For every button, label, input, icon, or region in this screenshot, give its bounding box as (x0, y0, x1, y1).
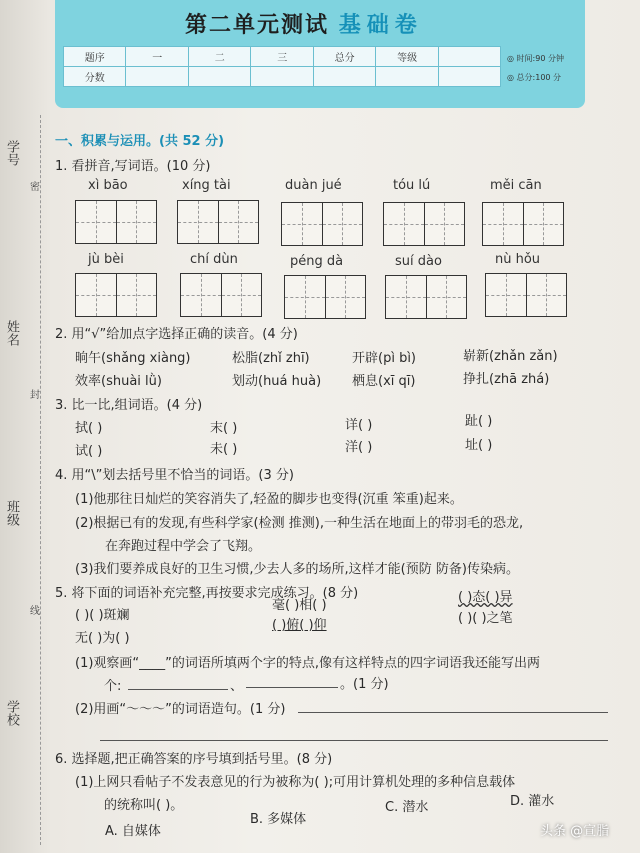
q6-text: 6. 选择题,把正确答案的序号填到括号里。(8 分) (55, 752, 333, 767)
answer-box[interactable] (75, 273, 157, 317)
margin-xuehao: 学号 (4, 140, 19, 166)
exam-title (185, 8, 423, 39)
margin-banji: 班级 (4, 500, 19, 526)
exam-time-text: 时间:90 分钟 (516, 54, 564, 63)
score-table (63, 46, 501, 87)
q2-item[interactable]: 崭新(zhǎn zǎn) (463, 349, 558, 364)
q5-answer-line[interactable] (128, 689, 228, 690)
q1-pinyin: suí dào (395, 254, 442, 269)
q5-word-wavy[interactable]: ( )态( )异 (458, 590, 513, 605)
q6-option-d[interactable]: D. 灌水 (510, 794, 555, 809)
score-row-label: 分数 (64, 67, 126, 87)
q4-text: 4. 用“\”划去括号里不恰当的词语。(3 分) (55, 468, 294, 483)
margin-xian: 线 (30, 606, 40, 617)
q5-text: 5. 将下面的词语补充完整,再按要求完成练习。(8 分) (55, 586, 359, 601)
q1-text: 1. 看拼音,写词语。(10 分) (55, 159, 211, 174)
q2-item[interactable]: 晌午(shǎng xiàng) (75, 351, 191, 366)
score-cell[interactable] (438, 67, 500, 87)
q2-item[interactable]: 挣扎(zhā zhá) (463, 372, 550, 387)
score-col-total: 总分 (313, 47, 375, 67)
q1-pinyin: tóu lú (393, 178, 431, 193)
answer-box[interactable] (383, 202, 465, 246)
title-sub: 基础卷 (338, 13, 423, 38)
q1-pinyin: duàn jué (285, 178, 342, 193)
q3-item[interactable]: 洋( ) (345, 440, 373, 455)
title-main: 第二单元测试 (185, 13, 330, 38)
q2-item[interactable]: 栖息(xī qī) (352, 374, 416, 389)
q3-item[interactable]: 拭( ) (75, 421, 103, 436)
score-col-3: 三 (251, 47, 313, 67)
answer-box[interactable] (485, 273, 567, 317)
score-col-grade: 等级 (376, 47, 438, 67)
q1-pinyin: xì bāo (88, 178, 128, 193)
q3-text: 3. 比一比,组词语。(4 分) (55, 398, 203, 413)
q3-item[interactable]: 址( ) (465, 438, 493, 453)
exam-score-text: 总分:100 分 (516, 73, 562, 82)
watermark: 头条 @宣脂 (540, 824, 610, 839)
q1-pinyin: nù hǒu (495, 252, 541, 267)
q5-word[interactable]: 毫( )相( ) (272, 598, 327, 613)
margin-xuexiao: 学校 (4, 700, 19, 726)
answer-box[interactable] (75, 200, 157, 244)
margin-xingming: 姓名 (4, 320, 19, 346)
score-cell[interactable] (251, 67, 313, 87)
margin-feng: 封 (30, 390, 40, 401)
score-col-tixu: 题序 (64, 47, 126, 67)
q1-pinyin: péng dà (290, 254, 344, 269)
q3-item[interactable]: 末( ) (210, 421, 238, 436)
q5-answer-line[interactable] (246, 687, 338, 688)
score-cell[interactable] (376, 67, 438, 87)
binding-line (40, 115, 41, 845)
q5-answer-line[interactable] (100, 740, 608, 741)
q6-option-b[interactable]: B. 多媒体 (250, 812, 307, 827)
q5-word[interactable]: ( )( )斑斓 (75, 608, 130, 623)
q2-item[interactable]: 效率(shuài lǜ) (75, 374, 162, 389)
q2-text: 2. 用“√”给加点字选择正确的读音。(4 分) (55, 327, 298, 342)
q3-item[interactable]: 趾( ) (465, 414, 493, 429)
q5-word[interactable]: 无( )为( ) (75, 631, 130, 646)
score-col-2: 二 (188, 47, 250, 67)
score-cell[interactable] (313, 67, 375, 87)
answer-box[interactable] (482, 202, 564, 246)
q1-pinyin: měi cān (490, 178, 542, 193)
q5-sub-1c: 、 (230, 679, 244, 694)
q6-sub-1b: 的统称叫( )。 (104, 798, 184, 813)
exam-time: ◎ 时间:90 分钟 (507, 54, 564, 63)
section1-title: 一、积累与运用。(共 52 分) (55, 134, 225, 149)
score-col-blank (438, 47, 500, 67)
q5-sub-1d: 。(1 分) (340, 677, 389, 692)
score-cell[interactable] (126, 67, 188, 87)
q4-sentence-1[interactable]: (1)他那往日灿烂的笑容消失了,轻盈的脚步也变得(沉重 笨重)起来。 (75, 492, 463, 507)
answer-box[interactable] (281, 202, 363, 246)
q1-pinyin: jù bèi (88, 252, 124, 267)
answer-box[interactable] (385, 275, 467, 319)
q6-sub-1: (1)上网只看帖子不发表意见的行为被称为( );可用计算机处理的多种信息载体 (75, 775, 516, 790)
answer-box[interactable] (284, 275, 366, 319)
q6-option-a[interactable]: A. 自媒体 (105, 824, 161, 839)
q5-sub-1: (1)观察画“____”的词语所填两个字的特点,像有这样特点的四字词语我还能写出两 (75, 656, 541, 671)
q3-item[interactable]: 试( ) (75, 444, 103, 459)
score-col-1: 一 (126, 47, 188, 67)
q2-item[interactable]: 松脂(zhǐ zhī) (232, 351, 310, 366)
q5-word-underlined[interactable]: ( )俯( )仰 (272, 618, 327, 633)
answer-box[interactable] (180, 273, 262, 317)
q1-pinyin: xíng tài (182, 178, 231, 193)
q5-word[interactable]: ( )( )之笔 (458, 611, 513, 626)
q4-sentence-3[interactable]: (3)我们要养成良好的卫生习惯,少去人多的场所,这样才能(预防 防备)传染病。 (75, 562, 519, 577)
q5-answer-line[interactable] (298, 712, 608, 713)
q2-item[interactable]: 划动(huá huà) (232, 374, 322, 389)
margin-mi: 密 (30, 182, 40, 193)
q1-pinyin: chí dùn (190, 252, 238, 267)
q6-option-c[interactable]: C. 潜水 (385, 800, 429, 815)
answer-box[interactable] (177, 200, 259, 244)
exam-score: ◎ 总分:100 分 (507, 73, 562, 82)
q2-item[interactable]: 开辟(pì bì) (352, 351, 417, 366)
q3-item[interactable]: 详( ) (345, 418, 373, 433)
score-cell[interactable] (188, 67, 250, 87)
q4-sentence-2[interactable]: (2)根据已有的发现,有些科学家(检测 推测),一种生活在地面上的带羽毛的恐龙, (75, 516, 524, 531)
q5-sub-2: (2)用画“～～～”的词语造句。(1 分) (75, 702, 286, 717)
q3-item[interactable]: 未( ) (210, 442, 238, 457)
q4-sentence-2b: 在奔跑过程中学会了飞翔。 (105, 539, 262, 554)
q5-sub-1b: 个: (104, 679, 122, 694)
exam-header (55, 0, 585, 108)
